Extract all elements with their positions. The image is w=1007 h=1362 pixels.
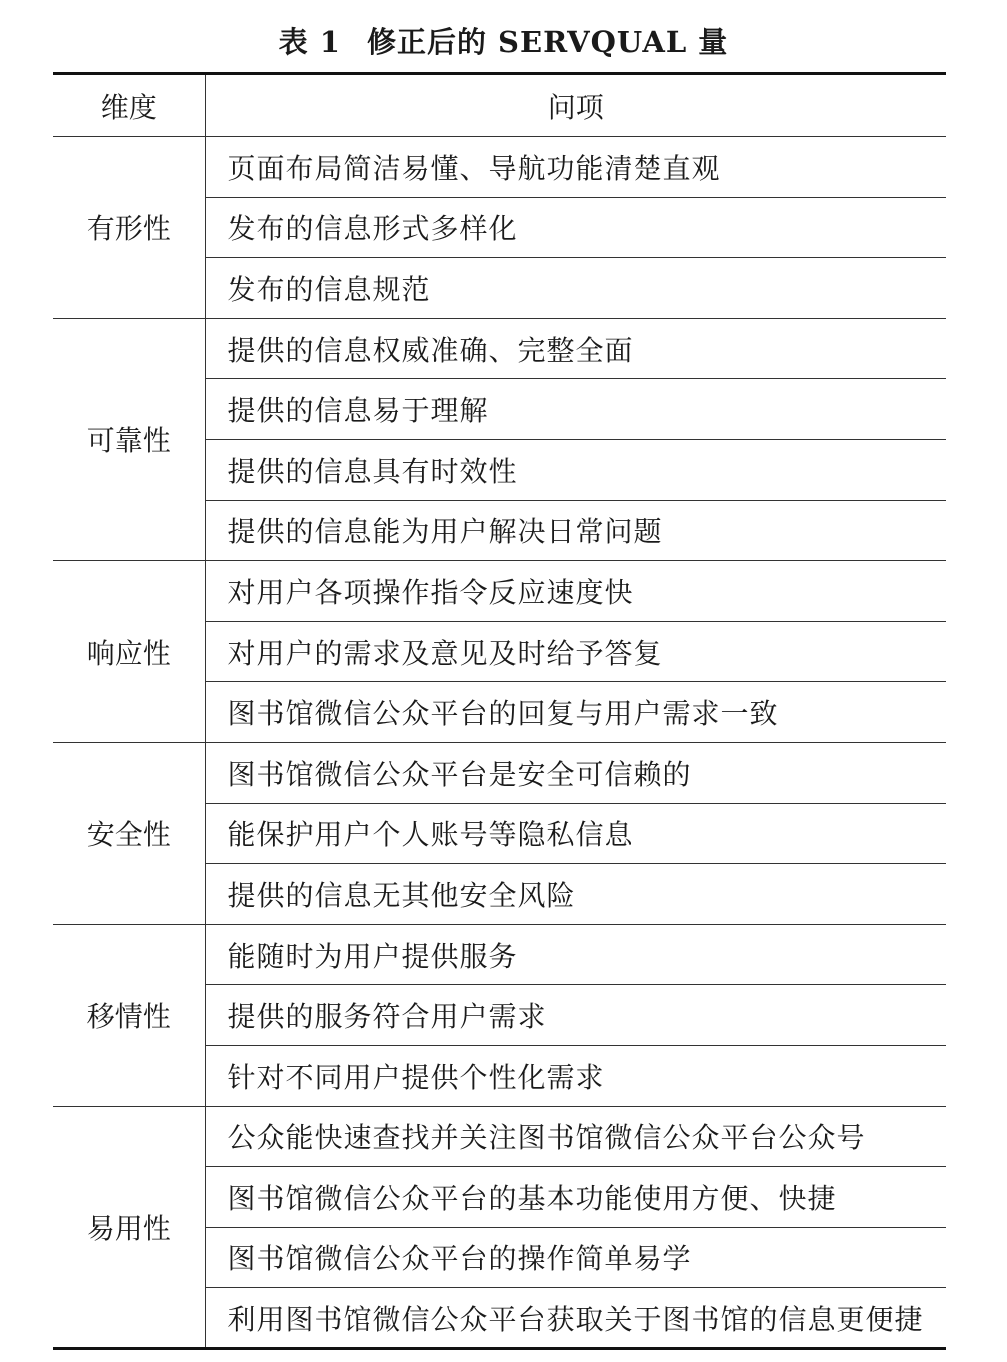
table-number: 表 1 <box>278 25 341 59</box>
item-cell: 图书馆微信公众平台的回复与用户需求一致 <box>205 682 946 743</box>
header-dimension: 维度 <box>53 74 205 137</box>
item-cell: 能保护用户个人账号等隐私信息 <box>205 803 946 864</box>
dimension-cell: 易用性 <box>53 1106 205 1348</box>
table-body <box>53 137 946 1349</box>
item-cell: 提供的信息权威准确、完整全面 <box>205 318 946 379</box>
item-cell: 提供的信息能为用户解决日常问题 <box>205 500 946 561</box>
table-row <box>53 1106 946 1167</box>
table-row <box>53 561 946 622</box>
item-cell: 提供的服务符合用户需求 <box>205 985 946 1046</box>
item-cell: 能随时为用户提供服务 <box>205 924 946 985</box>
item-cell: 页面布局简洁易懂、导航功能清楚直观 <box>205 137 946 198</box>
dimension-cell: 移情性 <box>53 924 205 1106</box>
item-cell: 发布的信息形式多样化 <box>205 197 946 258</box>
table-row <box>53 924 946 985</box>
table-row <box>53 742 946 803</box>
dimension-cell: 有形性 <box>53 137 205 319</box>
item-cell: 提供的信息具有时效性 <box>205 439 946 500</box>
item-cell: 提供的信息无其他安全风险 <box>205 864 946 925</box>
item-cell: 提供的信息易于理解 <box>205 379 946 440</box>
item-cell: 图书馆微信公众平台的操作简单易学 <box>205 1227 946 1288</box>
header-item: 问项 <box>205 74 946 137</box>
item-cell: 对用户的需求及意见及时给予答复 <box>205 621 946 682</box>
item-cell: 公众能快速查找并关注图书馆微信公众平台公众号 <box>205 1106 946 1167</box>
header-row <box>53 74 946 137</box>
table-row <box>53 137 946 198</box>
item-cell: 利用图书馆微信公众平台获取关于图书馆的信息更便捷 <box>205 1288 946 1349</box>
item-cell: 图书馆微信公众平台是安全可信赖的 <box>205 742 946 803</box>
item-cell: 对用户各项操作指令反应速度快 <box>205 561 946 622</box>
servqual-table <box>53 72 946 1350</box>
item-cell: 发布的信息规范 <box>205 258 946 319</box>
item-cell: 针对不同用户提供个性化需求 <box>205 1045 946 1106</box>
item-cell: 图书馆微信公众平台的基本功能使用方便、快捷 <box>205 1167 946 1228</box>
table-title: 修正后的 SERVQUAL 量 <box>366 25 729 59</box>
dimension-cell: 可靠性 <box>53 318 205 560</box>
dimension-cell: 响应性 <box>53 561 205 743</box>
table-caption <box>0 22 1007 62</box>
table-row <box>53 318 946 379</box>
dimension-cell: 安全性 <box>53 742 205 924</box>
